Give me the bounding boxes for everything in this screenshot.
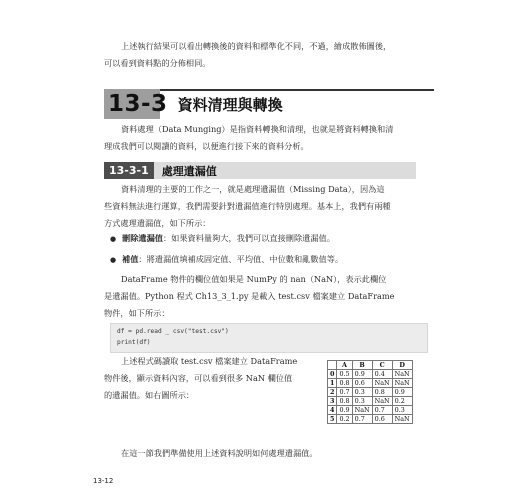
table-cell: 0.3 bbox=[392, 406, 412, 415]
text-line: 在這一節我們準備使用上述資料說明如何處理遺漏值。 bbox=[121, 448, 318, 458]
table-index-cell: 1 bbox=[328, 379, 337, 388]
text-line: DataFrame 物件的欄位值如果是 NumPy 的 nan（NaN），表示此欄位 bbox=[121, 274, 387, 284]
bullet-term: 刪除遺漏值 bbox=[122, 233, 163, 243]
text-line: 理成我們可以閱讀的資料，以便進行接下來的資料分析。 bbox=[104, 141, 309, 151]
chapter-title: 資料清理與轉換 bbox=[177, 95, 283, 114]
dataframe-paragraph bbox=[104, 271, 422, 322]
table-row bbox=[328, 370, 413, 379]
table-cell: NaN bbox=[392, 370, 412, 379]
table-cell: 0.7 bbox=[352, 415, 372, 424]
bullet-term: 補值 bbox=[122, 254, 139, 264]
table-header-cell: D bbox=[392, 361, 412, 370]
section-paragraph bbox=[104, 181, 422, 232]
section-heading bbox=[104, 162, 416, 179]
table-cell: 0.7 bbox=[372, 406, 392, 415]
table-index-cell: 2 bbox=[328, 388, 337, 397]
text-line: 上述執行結果可以看出轉換後的資料和標準化不同，不過，繪成散佈圖後， bbox=[121, 41, 392, 51]
table-row bbox=[328, 406, 413, 415]
table-cell: 0.9 bbox=[392, 388, 412, 397]
section-number: 13-3-1 bbox=[104, 162, 154, 179]
text-line: 方式處理遺漏值，如下所示： bbox=[104, 218, 211, 228]
table-row bbox=[328, 397, 413, 406]
table-cell: 0.9 bbox=[352, 370, 372, 379]
closing-paragraph bbox=[104, 445, 422, 462]
bullet-icon: ● bbox=[110, 235, 117, 243]
text-line: 資料清理的主要的工作之一，就是處理遺漏值（Missing Data），因為這 bbox=[121, 184, 385, 194]
text-line: 是遺漏值。Python 程式 Ch13_3_1.py 是載入 test.csv 檔案建立 DataFrame bbox=[104, 291, 395, 301]
table-cell: 0.8 bbox=[372, 388, 392, 397]
code-line: df = pd.read _ csv("test.csv") bbox=[117, 328, 229, 335]
text-line: 資料處理（Data Munging）是指資料轉換和清理，也就是將資料轉換和清 bbox=[121, 124, 394, 134]
chapter-number: 13-3 bbox=[108, 91, 168, 117]
table-cell: 0.7 bbox=[337, 388, 352, 397]
bullet-text: ：將遺漏值填補成固定值、平均值、中位數和亂數值等。 bbox=[138, 254, 344, 264]
table-cell: 0.8 bbox=[337, 397, 352, 406]
text-line: 物件，如下所示： bbox=[104, 308, 170, 318]
dataframe-table bbox=[327, 360, 413, 424]
table-cell: NaN bbox=[392, 415, 412, 424]
chapter-heading bbox=[104, 89, 434, 119]
table-paragraph bbox=[104, 353, 310, 404]
table-index-cell: 4 bbox=[328, 406, 337, 415]
table-header-cell: B bbox=[352, 361, 372, 370]
text-line: 物件後，顯示資料內容，可以看到很多 NaN 欄位值 bbox=[104, 373, 293, 383]
chapter-paragraph bbox=[104, 121, 422, 155]
table-header-row bbox=[328, 361, 413, 370]
table-cell: 0.6 bbox=[372, 415, 392, 424]
table-header-cell: A bbox=[337, 361, 352, 370]
table-cell: NaN bbox=[372, 379, 392, 388]
table-cell: 0.8 bbox=[337, 379, 352, 388]
table-header-cell bbox=[328, 361, 337, 370]
bullet-item bbox=[110, 252, 422, 267]
text-line: 上述程式碼讀取 test.csv 檔案建立 DataFrame bbox=[121, 356, 298, 366]
table-cell: 0.4 bbox=[372, 370, 392, 379]
bullet-icon: ● bbox=[110, 256, 117, 264]
bullet-item bbox=[110, 231, 422, 246]
table-row bbox=[328, 388, 413, 397]
bullet-text: ：如果資料量夠大，我們可以直接刪除遺漏值。 bbox=[162, 233, 335, 243]
table-row bbox=[328, 379, 413, 388]
table-cell: 0.3 bbox=[352, 388, 372, 397]
table-cell: 0.9 bbox=[337, 406, 352, 415]
section-title: 處理遺漏值 bbox=[161, 164, 217, 178]
table-cell: 0.2 bbox=[392, 397, 412, 406]
intro-paragraph bbox=[104, 38, 422, 72]
table-row bbox=[328, 415, 413, 424]
code-block bbox=[110, 323, 428, 353]
table-index-cell: 0 bbox=[328, 370, 337, 379]
table-cell: NaN bbox=[392, 379, 412, 388]
table-cell: 0.3 bbox=[352, 397, 372, 406]
text-line: 可以看到資料點的分佈相同。 bbox=[104, 58, 211, 68]
page-number: 13-12 bbox=[93, 477, 114, 485]
table-header-cell: C bbox=[372, 361, 392, 370]
code-line: print(df) bbox=[117, 339, 151, 346]
table-cell: 0.2 bbox=[337, 415, 352, 424]
table-cell: NaN bbox=[352, 406, 372, 415]
text-line: 的遺漏值。如右圖所示： bbox=[104, 390, 195, 400]
table-cell: 0.5 bbox=[337, 370, 352, 379]
table-cell: NaN bbox=[372, 397, 392, 406]
table-index-cell: 3 bbox=[328, 397, 337, 406]
table-cell: 0.6 bbox=[352, 379, 372, 388]
text-line: 些資料無法進行運算，我們需要針對遺漏值進行特別處理。基本上，我們有兩種 bbox=[104, 201, 391, 211]
table-index-cell: 5 bbox=[328, 415, 337, 424]
